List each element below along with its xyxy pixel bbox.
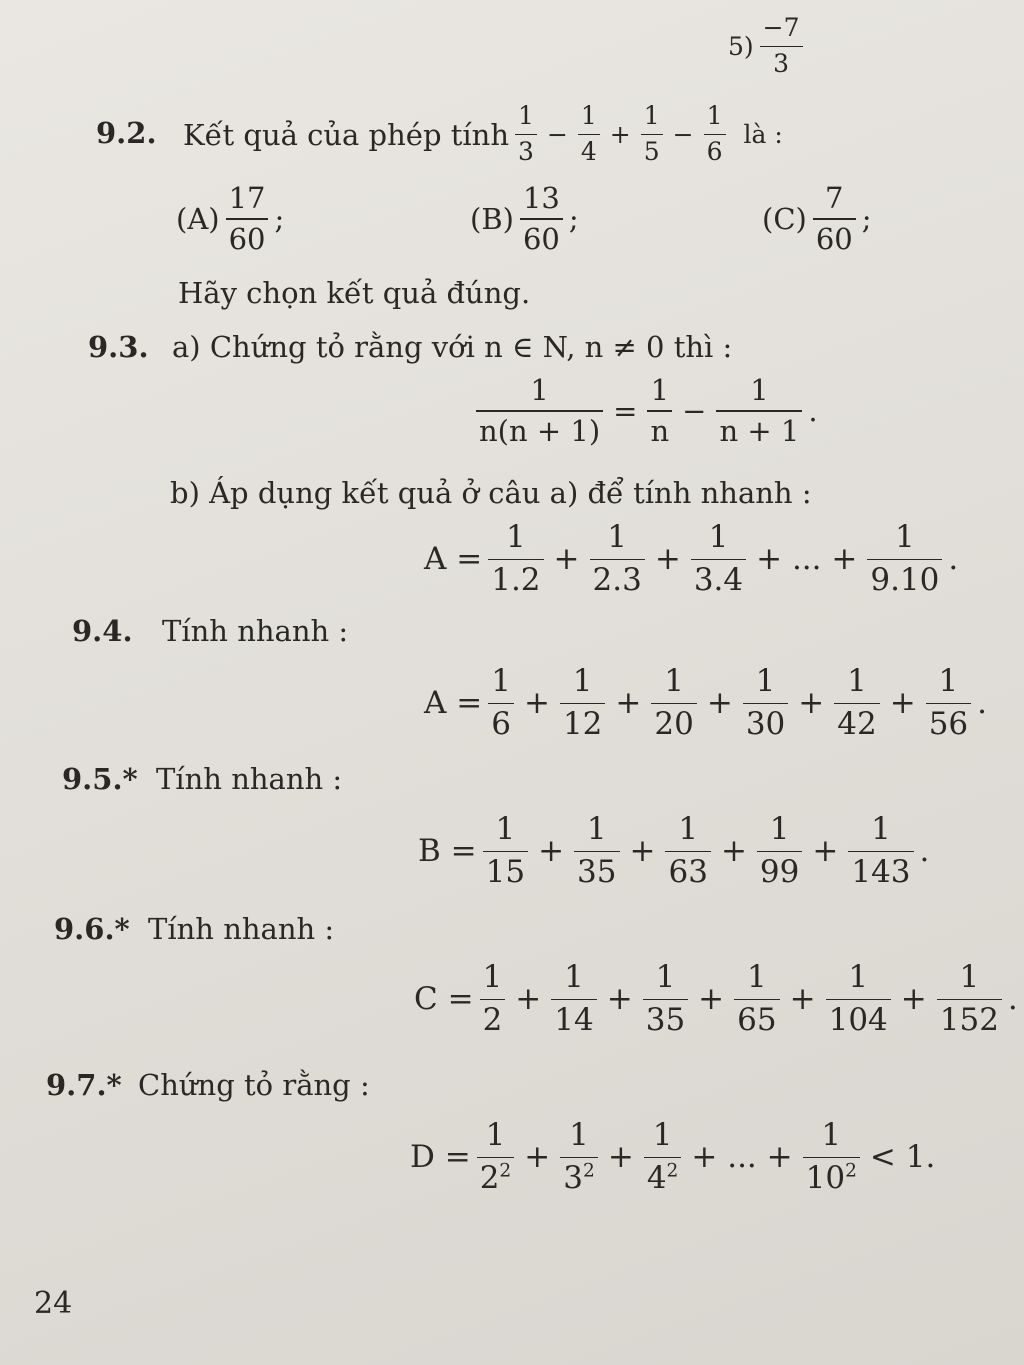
fraction: $\frac{1}{9.10}$	[867, 520, 942, 599]
page-number: 24	[34, 1286, 73, 1321]
problem-9-4-title: Tính nhanh :	[162, 614, 349, 648]
fraction: $\frac{1}{65}$	[734, 960, 779, 1039]
fraction: $\frac{1}{14}$	[551, 960, 596, 1039]
period: .	[1007, 981, 1018, 1018]
fraction: $\frac{1}{2.3}$	[590, 520, 645, 599]
fraction: $\frac{1}{3}$	[515, 102, 537, 167]
separator: ;	[861, 202, 872, 237]
lhs: A =	[424, 541, 483, 578]
problem-9-7-number: 9.7.*	[46, 1068, 122, 1102]
problem-9-3-number: 9.3.	[88, 330, 149, 364]
fraction: $\frac{1}{n + 1}$	[716, 374, 802, 448]
problem-9-5-title: Tính nhanh :	[156, 762, 343, 796]
problem-9-2-prompt: Kết quả của phép tính	[183, 117, 510, 152]
fraction: $\frac{1}{n}$	[647, 374, 672, 448]
lhs: C =	[414, 981, 474, 1018]
fraction: $\frac{1}{5}$	[641, 102, 663, 167]
problem-9-2-suffix: là :	[743, 120, 783, 150]
ellipsis: + ... +	[691, 1139, 793, 1176]
fraction: $\frac{-7}{3}$	[760, 14, 803, 79]
operator: +	[609, 120, 631, 150]
fraction: $\frac{1}{42}$	[834, 664, 879, 743]
equals-sign: =	[613, 394, 638, 429]
fraction: $\frac{1}{6}$	[488, 664, 514, 743]
fraction: $\frac{1}{152}$	[937, 960, 1002, 1039]
item-5	[728, 14, 809, 79]
fraction: $\frac{1}{n(n + 1)}$	[476, 374, 603, 448]
problem-9-2-statement	[183, 102, 783, 167]
problem-9-7-expression: D = $\frac{1}{2^2}$ + $\frac{1}{3^2}$ + $\frac{1}{4^2}$ + ... + $\frac{1}{10^2}$ < 1.	[410, 1117, 936, 1197]
problem-9-3-part-b: b) Áp dụng kết quả ở câu a) để tính nhanh :	[170, 476, 812, 510]
fraction: $\frac{1}{99}$	[757, 812, 802, 891]
fraction: $\frac{7}{60}$	[813, 182, 856, 256]
problem-9-6-number: 9.6.*	[54, 912, 130, 946]
problem-9-4-number: 9.4.	[72, 614, 133, 648]
fraction: $\frac{1}{35}$	[574, 812, 619, 891]
separator: ;	[568, 202, 579, 237]
period: .	[977, 685, 987, 722]
ellipsis: + ... +	[756, 541, 858, 578]
lhs: B =	[418, 833, 477, 870]
fraction: $\frac{1}{4}$	[578, 102, 600, 167]
fraction: $\frac{1}{4^2}$	[644, 1118, 682, 1197]
problem-9-3-expression: A = $\frac{1}{1.2}$ + $\frac{1}{2.3}$ + $\frac{1}{3.4}$ + ... + $\frac{1}{9.10}$ .	[424, 519, 959, 599]
fraction: $\frac{1}{63}$	[665, 812, 710, 891]
fraction: $\frac{1}{35}$	[643, 960, 688, 1039]
fraction: $\frac{1}{12}$	[560, 664, 605, 743]
period: .	[948, 541, 959, 578]
fraction: $\frac{17}{60}$	[226, 182, 269, 256]
fraction: $\frac{1}{15}$	[483, 812, 528, 891]
problem-9-5-expression: B = $\frac{1}{15}$ + $\frac{1}{35}$ + $\frac{1}{63}$ + $\frac{1}{99}$ + $\frac{1}{143}$ .	[418, 811, 930, 891]
separator: ;	[274, 202, 285, 237]
operator: −	[546, 120, 568, 150]
problem-9-2-number: 9.2.	[96, 116, 157, 150]
problem-9-4-expression: A = $\frac{1}{6}$ + $\frac{1}{12}$ + $\frac{1}{20}$ + $\frac{1}{30}$ + $\frac{1}{42}$ + $\frac{1}{56}$ .	[424, 663, 987, 743]
problem-9-2-instruction: Hãy chọn kết quả đúng.	[178, 276, 531, 310]
item-5-label: 5)	[728, 32, 754, 62]
fraction: $\frac{1}{10^2}$	[803, 1118, 860, 1197]
option-c-label: (C)	[762, 202, 807, 237]
option-b-label: (B)	[470, 202, 514, 237]
problem-9-6-title: Tính nhanh :	[148, 912, 335, 946]
fraction: $\frac{1}{2^2}$	[477, 1118, 515, 1197]
operator: −	[672, 120, 694, 150]
fraction: $\frac{1}{2}$	[480, 960, 506, 1039]
lhs: A =	[424, 685, 483, 722]
problem-9-3-part-a: a) Chứng tỏ rằng với n ∈ N, n ≠ 0 thì :	[172, 330, 733, 364]
problem-9-3-identity	[470, 374, 818, 448]
lhs: D =	[410, 1139, 471, 1176]
fraction: $\frac{1}{104}$	[826, 960, 891, 1039]
problem-9-5-number: 9.5.*	[62, 762, 138, 796]
problem-9-6-expression: C = $\frac{1}{2}$ + $\frac{1}{14}$ + $\frac{1}{35}$ + $\frac{1}{65}$ + $\frac{1}{104}$ + $\frac{1}{152}$ .	[414, 959, 1018, 1039]
fraction: $\frac{1}{3^2}$	[560, 1118, 598, 1197]
fraction: $\frac{1}{56}$	[926, 664, 971, 743]
option-c	[762, 182, 872, 256]
fraction: $\frac{1}{1.2}$	[488, 520, 543, 599]
option-a	[176, 182, 284, 256]
problem-9-7-title: Chứng tỏ rằng :	[138, 1068, 370, 1102]
fraction: $\frac{13}{60}$	[520, 182, 563, 256]
fraction: $\frac{1}{20}$	[651, 664, 696, 743]
operator: −	[682, 394, 707, 429]
inequality-tail: < 1.	[869, 1139, 936, 1176]
period: .	[919, 833, 930, 870]
option-a-label: (A)	[176, 202, 220, 237]
fraction: $\frac{1}{3.4}$	[691, 520, 746, 599]
fraction: $\frac{1}{143}$	[848, 812, 913, 891]
period: .	[808, 394, 818, 429]
fraction: $\frac{1}{30}$	[743, 664, 788, 743]
fraction: $\frac{1}{6}$	[704, 102, 726, 167]
option-b	[470, 182, 579, 256]
